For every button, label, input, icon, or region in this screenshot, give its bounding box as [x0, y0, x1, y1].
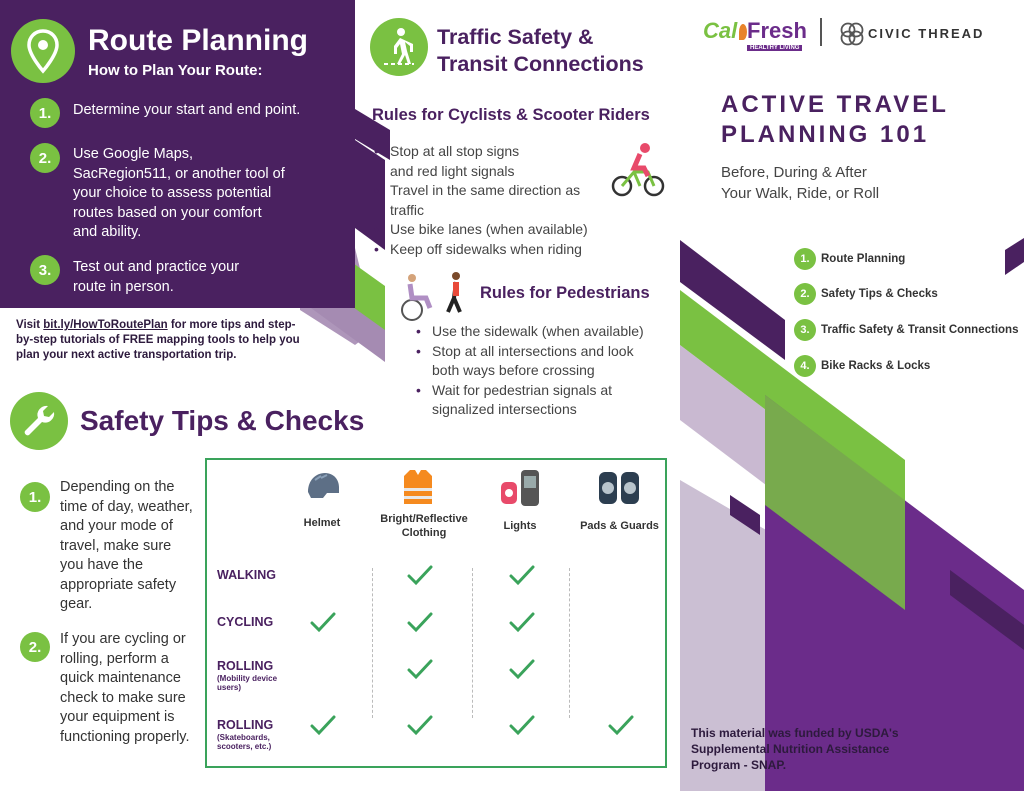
toc-item-bike-racks: Bike Racks & Locks: [821, 360, 931, 372]
traffic-safety-title: [437, 24, 644, 78]
toc-item-traffic-safety: Traffic Safety & Transit Connections: [821, 324, 1019, 336]
row-label-cycling: CYCLING: [217, 615, 274, 629]
civic-thread-logo-icon: [838, 20, 866, 53]
step-number-badge: 1.: [30, 98, 60, 128]
checkmark-icon: [407, 564, 433, 586]
cyclist-rules-title: Rules for Cyclists & Scooter Riders: [372, 106, 650, 124]
pedestrian-rules-title: Rules for Pedestrians: [480, 284, 650, 302]
route-planning-resources-note: [16, 318, 311, 363]
rule-item: • Stop at all stop signs and red light signals: [374, 142, 524, 181]
column-divider: [372, 568, 373, 718]
pedestrian-illustration-icon: [398, 270, 470, 327]
main-title: [721, 90, 949, 150]
logo-separator: [820, 18, 822, 46]
pedestrian-icon: [370, 18, 428, 76]
rule-item: • Travel in the same direction as traffic: [374, 181, 589, 220]
toc-number-badge: 3.: [794, 319, 816, 341]
route-step-text: Determine your start and end point.: [73, 102, 301, 118]
safety-tips-title: Safety Tips & Checks: [80, 405, 365, 436]
checkmark-icon: [509, 611, 535, 633]
main-subtitle-line1: Before, During & After: [721, 164, 867, 181]
route-planning-panel: [0, 0, 355, 308]
knee-pads-icon: [597, 470, 641, 511]
checkmark-icon: [509, 658, 535, 680]
row-sublabel-mobility: (Mobility device users): [217, 674, 278, 692]
calfresh-logo-fresh: Fresh: [747, 18, 807, 43]
main-title-line1: ACTIVE TRAVEL: [721, 91, 949, 118]
traffic-title-line2: Transit Connections: [437, 52, 644, 76]
checkmark-icon: [310, 714, 336, 736]
toc-number-badge: 1.: [794, 248, 816, 270]
checkmark-icon: [509, 714, 535, 736]
row-sublabel-skate: (Skateboards, scooters, etc.): [217, 733, 272, 751]
checkmark-icon: [407, 714, 433, 736]
checkmark-icon: [407, 658, 433, 680]
column-divider: [569, 568, 570, 718]
funding-statement: This material was funded by USDA's Supplemental Nutrition Assistance Program - SNAP.: [691, 726, 899, 772]
safety-step-text: If you are cycling or rolling, perform a quick maintenance check to make sure your equipment is functioning properly.: [60, 631, 190, 745]
calfresh-logo-tagline: HEALTHY LIVING: [747, 45, 802, 51]
checkmark-icon: [310, 611, 336, 633]
pedestrian-rules-list: [416, 322, 666, 420]
row-label-rolling-mobility: ROLLING: [217, 659, 274, 673]
row-label-walking: WALKING: [217, 568, 277, 582]
safety-gear-table: [205, 458, 667, 768]
row-label-rolling-skate: ROLLING: [217, 718, 274, 732]
toc-number-badge: 2.: [794, 283, 816, 305]
rule-item: • Stop at all intersections and look both ways before crossing: [416, 342, 656, 381]
route-planning-title: Route Planning: [88, 24, 308, 57]
route-step-text: Use Google Maps, SacRegion511, or another tool of your choice to assess potential routes based on your comfort and ability.: [73, 146, 285, 240]
rule-item: • Use bike lanes (when available): [374, 220, 609, 240]
traffic-title-line1: Traffic Safety &: [437, 25, 594, 49]
step-number-badge: 3.: [30, 255, 60, 285]
civic-thread-logo-text: CIVIC THREAD: [868, 26, 985, 41]
toc-number-badge: 4.: [794, 355, 816, 377]
main-title-line2: PLANNING 101: [721, 121, 930, 148]
main-subtitle-line2: Your Walk, Ride, or Roll: [721, 185, 880, 202]
column-divider: [472, 568, 473, 718]
main-subtitle: [721, 162, 879, 204]
checkmark-icon: [509, 564, 535, 586]
calfresh-logo: [703, 18, 807, 54]
rule-item: • Use the sidewalk (when available): [416, 322, 666, 342]
checkmark-icon: [407, 611, 433, 633]
route-planning-subtitle: How to Plan Your Route:: [88, 62, 263, 79]
cyclist-illustration-icon: [610, 140, 666, 205]
column-header-helmet: Helmet: [303, 517, 341, 529]
checkmark-icon: [608, 714, 634, 736]
toc-item-safety-tips: Safety Tips & Checks: [821, 288, 938, 300]
route-plan-link[interactable]: bit.ly/HowToRoutePlan: [43, 319, 168, 331]
toc-item-route-planning: Route Planning: [821, 253, 906, 265]
visit-suffix: for more tips and step-by-step tutorials of FREE mapping tools to help you plan your next active transportation trip.: [16, 319, 300, 361]
map-pin-icon: [11, 19, 75, 83]
column-header-pads: Pads & Guards: [580, 520, 659, 532]
step-number-badge: 2.: [30, 143, 60, 173]
rule-item: • Keep off sidewalks when riding: [374, 240, 609, 260]
bike-lights-icon: [499, 468, 543, 513]
step-number-badge: 1.: [20, 482, 50, 512]
calfresh-logo-cal: Cal: [703, 18, 738, 43]
step-number-badge: 2.: [20, 632, 50, 662]
calfresh-leaf-icon: [739, 24, 747, 40]
route-step-text: Test out and practice your route in person.: [73, 259, 240, 295]
cyclist-rules-list: [374, 142, 604, 259]
helmet-icon: [305, 470, 341, 509]
visit-prefix: Visit: [16, 319, 44, 331]
column-header-lights: Lights: [503, 520, 537, 532]
wrench-icon: [10, 392, 68, 450]
column-header-clothing: Bright/Reflective Clothing: [380, 513, 468, 539]
vest-icon: [402, 468, 434, 511]
rule-item: • Wait for pedestrian signals at signalized intersections: [416, 381, 636, 420]
safety-step-text: Depending on the time of day, weather, and your mode of travel, make sure you have the appropriate safety gear.: [60, 479, 193, 612]
